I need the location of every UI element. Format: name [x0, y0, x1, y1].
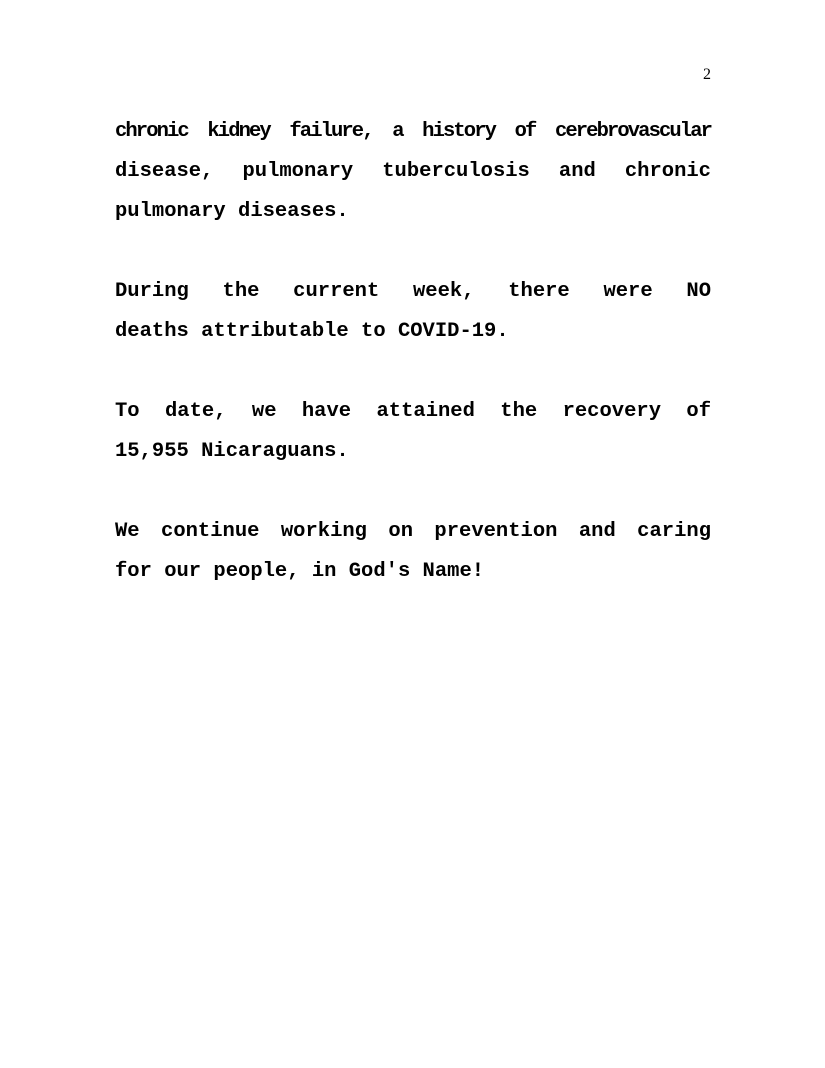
text-line: for our people, in God's Name!	[115, 560, 485, 583]
text-line: disease, pulmonary tuberculosis and chronic	[115, 160, 711, 183]
text-line: We continue working on prevention and caring	[115, 520, 711, 543]
page-number: 2	[703, 66, 711, 83]
text-line: 15,955 Nicaraguans.	[115, 440, 349, 463]
text-line: To date, we have attained the recovery of	[115, 400, 711, 423]
paragraph-recoveries	[115, 392, 711, 472]
text-line: During the current week, there were NO	[115, 280, 711, 303]
text-line: chronic kidney failure, a history of cerebrovascular	[115, 120, 711, 143]
text-line: deaths attributable to COVID-19.	[115, 320, 509, 343]
body-text	[115, 112, 711, 592]
paragraph-deaths	[115, 272, 711, 352]
paragraph-closing	[115, 512, 711, 592]
text-line: pulmonary diseases.	[115, 200, 349, 223]
paragraph-comorbidities	[115, 112, 711, 232]
